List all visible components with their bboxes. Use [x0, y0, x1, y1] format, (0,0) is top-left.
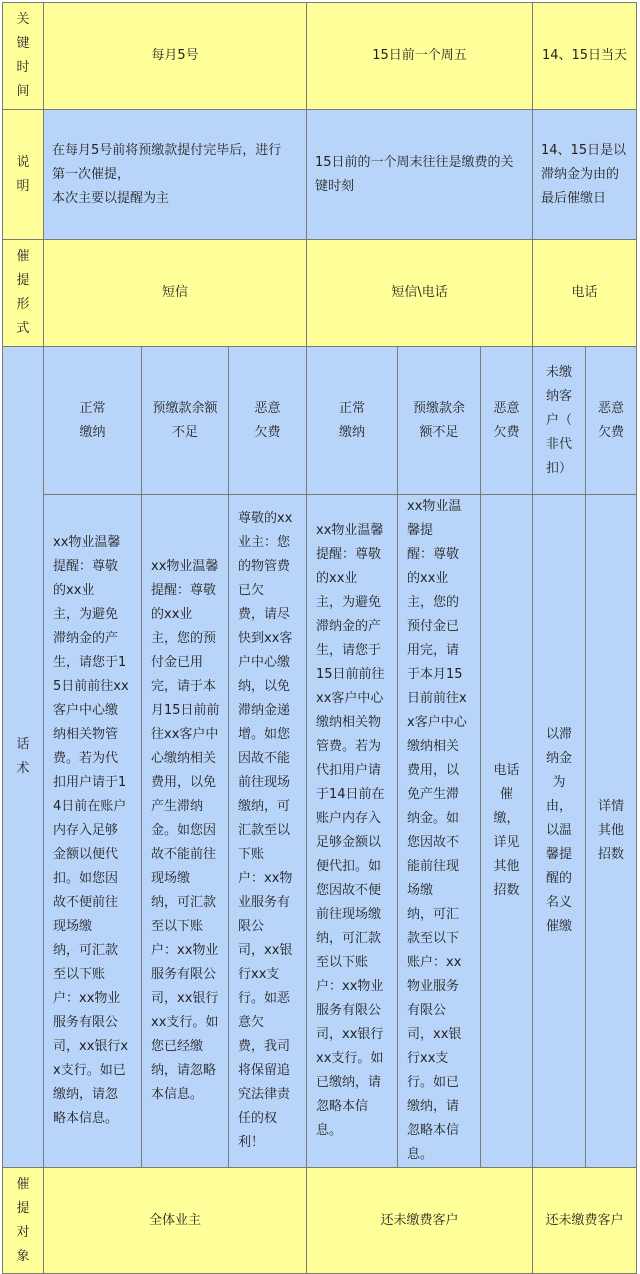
- text-line: 欠费: [254, 424, 281, 440]
- text-line: 场缴: [407, 883, 434, 898]
- text-line: 您因故不: [407, 835, 460, 850]
- text-line: 司，xx银行: [151, 991, 219, 1006]
- text-line: x客户中心: [407, 715, 467, 730]
- text-line: 欠费: [493, 424, 520, 440]
- category-p2-normal: [307, 347, 398, 495]
- text-line: 键: [16, 36, 30, 51]
- reminder-form-phase2: 短信\电话: [307, 240, 533, 347]
- text-line: 其他: [598, 823, 625, 838]
- text-line: 的xx业: [151, 607, 193, 622]
- text-line: 其他: [493, 859, 520, 874]
- text-line: 纳，以免: [238, 679, 291, 694]
- description-phase2: [307, 110, 533, 240]
- text-line: 正常: [338, 400, 365, 416]
- text-line: 额不足: [419, 424, 459, 440]
- text-line: 至以下账: [316, 955, 369, 970]
- text-line: 缴纳相关物: [316, 715, 382, 730]
- header-key-time: [3, 3, 44, 110]
- key-time-phase1: 每月5号: [44, 3, 307, 110]
- script-p3-unpaid: [533, 495, 586, 1168]
- text-line: 象: [16, 1248, 30, 1264]
- text-line: 往xx客户中: [151, 727, 219, 742]
- text-line: 催: [16, 1176, 30, 1192]
- text-line: 故不能前往: [151, 847, 217, 862]
- text-line: 醒的: [546, 871, 573, 886]
- text-line: 提醒：尊敬: [151, 583, 217, 598]
- text-line: 提: [16, 1200, 30, 1216]
- row-description: [3, 110, 637, 240]
- text-line: 的xx业: [316, 571, 358, 586]
- text-line: 恶意: [254, 400, 281, 416]
- text-line: xx物业温馨: [316, 523, 384, 538]
- row-key-time: [3, 3, 637, 110]
- category-p3-unpaid: [533, 347, 586, 495]
- text-line: 馨提: [407, 523, 434, 538]
- text-line: 对: [16, 1224, 30, 1240]
- text-line: 缴纳，可: [238, 799, 291, 814]
- text-line: 纳相关物管: [53, 727, 119, 742]
- text-line: 意欠: [238, 1015, 265, 1030]
- text-line: 详见: [493, 835, 520, 850]
- text-line: 代扣用户请: [316, 763, 382, 778]
- text-line: 户中心缴: [238, 655, 291, 670]
- text-line: 的xx业: [53, 583, 95, 598]
- text-line: 司，xx银: [407, 1027, 462, 1042]
- text-line: 主，您的预: [151, 631, 217, 646]
- text-line: 招数: [493, 883, 520, 898]
- script-p2-malicious: [481, 495, 533, 1168]
- text-line: 因故不能: [238, 751, 291, 766]
- text-line: 说: [16, 154, 30, 170]
- text-line: 行xx支: [238, 967, 280, 982]
- text-line: 略本信息。: [53, 1111, 119, 1126]
- text-line: 详情: [598, 799, 625, 814]
- text-line: 至以下账: [151, 919, 204, 934]
- key-time-phase2: 15日前一个周五: [307, 3, 533, 110]
- text-line: 以温: [546, 823, 573, 838]
- text-line: 费用，以: [407, 763, 460, 778]
- text-line: 前往现场: [238, 775, 291, 790]
- text-line: 费。若为代: [53, 751, 119, 766]
- text-line: 费，请尽: [238, 607, 291, 622]
- text-line: 式: [16, 321, 30, 336]
- target-phase3: 还未缴费客户: [533, 1168, 637, 1274]
- script-p1-normal: [44, 495, 142, 1168]
- text-line: 行xx支: [407, 1051, 449, 1066]
- description-phase2-line: 键时刻: [315, 178, 355, 194]
- text-line: 服务有限公: [316, 1003, 382, 1018]
- text-line: 现场缴: [53, 919, 93, 934]
- text-line: 招数: [598, 847, 625, 862]
- text-line: 费，我司: [238, 1039, 291, 1054]
- category-p2-insufficient: [398, 347, 481, 495]
- text-line: 明: [16, 178, 30, 194]
- text-line: 故不便前往: [53, 895, 119, 910]
- text-line: 由，: [546, 799, 573, 814]
- text-line: 汇款至以: [238, 823, 291, 838]
- text-line: 催: [500, 787, 514, 802]
- description-phase3-line: 最后催缴日: [541, 190, 607, 206]
- text-line: 业服务有: [238, 895, 291, 910]
- text-line: 已缴纳，请: [316, 1075, 382, 1090]
- payment-reminder-table: [2, 2, 637, 1274]
- text-line: 纳金。如: [407, 811, 460, 826]
- text-line: 缴纳: [79, 424, 106, 440]
- header-target: [3, 1168, 44, 1274]
- text-line: 免产生滞: [407, 787, 460, 802]
- text-line: 金。如您因: [151, 823, 217, 838]
- text-line: 生，请您于: [316, 643, 382, 658]
- text-line: 扣）: [546, 460, 573, 476]
- text-line: xx支行。如: [316, 1051, 384, 1066]
- text-line: xx支行。如: [151, 1015, 219, 1030]
- text-line: 户：xx物: [238, 871, 293, 886]
- text-line: 至以下账: [53, 967, 106, 982]
- text-line: 恶意: [598, 400, 625, 416]
- text-line: 主，为避免: [316, 595, 382, 610]
- text-line: 便代扣。如: [316, 859, 382, 874]
- text-line: 任的权: [238, 1111, 278, 1126]
- text-line: xx客户中心: [316, 691, 384, 706]
- text-line: 生，请您于1: [53, 655, 127, 670]
- text-line: 预缴款余: [412, 400, 465, 416]
- text-line: 间: [16, 84, 30, 99]
- text-line: 内存入足够: [53, 823, 119, 838]
- text-line: 前往现场缴: [316, 907, 382, 922]
- description-phase1-line: 本次主要以提醒为主: [52, 190, 170, 206]
- text-line: 滞纳金的产: [53, 631, 119, 646]
- text-line: 纳，请忽略: [151, 1063, 217, 1078]
- text-line: 术: [16, 761, 30, 776]
- text-line: 您已经缴: [151, 1039, 204, 1054]
- text-line: 究法律责: [238, 1087, 291, 1102]
- text-line: 户：xx物业: [316, 979, 384, 994]
- description-phase1: [44, 110, 307, 240]
- text-line: x支行。如已: [53, 1063, 126, 1078]
- text-line: 款至以下: [407, 931, 460, 946]
- text-line: 为: [552, 775, 566, 790]
- text-line: 用完，请: [407, 643, 460, 658]
- text-line: 行。如恶: [238, 991, 291, 1006]
- key-time-phase3: 14、15日当天: [533, 3, 637, 110]
- text-line: 服务有限公: [53, 1015, 119, 1030]
- category-p3-malicious: [586, 347, 637, 495]
- text-line: 费用，以免: [151, 775, 217, 790]
- text-line: 的物管费: [238, 559, 291, 574]
- text-line: 金额以便代: [53, 847, 119, 862]
- text-line: 息。: [316, 1123, 343, 1138]
- script-p2-insufficient: [398, 495, 481, 1168]
- row-script-categories: [3, 347, 637, 495]
- text-line: 主，为避免: [53, 607, 119, 622]
- text-line: 醒：尊敬: [407, 547, 460, 562]
- target-phase1: 全体业主: [44, 1168, 307, 1274]
- category-p1-malicious: [229, 347, 307, 495]
- text-line: 提: [16, 273, 30, 288]
- text-line: 服务有限公: [151, 967, 217, 982]
- text-line: 增。如您: [238, 727, 291, 742]
- text-line: xx物业温馨: [53, 535, 121, 550]
- text-line: 催: [16, 249, 30, 264]
- text-line: 忽略本信: [316, 1099, 369, 1114]
- text-line: 管费。若为: [316, 739, 382, 754]
- text-line: 欠费: [598, 424, 625, 440]
- text-line: 馨提: [546, 847, 573, 862]
- text-line: 现场缴: [151, 871, 191, 886]
- script-p1-insufficient: [142, 495, 229, 1168]
- row-reminder-form: [3, 240, 637, 347]
- text-line: 已欠: [238, 583, 265, 598]
- text-line: 付金已用: [151, 655, 204, 670]
- text-line: 非代: [546, 436, 573, 452]
- text-line: 关: [16, 12, 30, 27]
- text-line: 司，xx银行x: [53, 1039, 129, 1054]
- text-line: 4日前在账户: [53, 799, 127, 814]
- text-line: 恶意: [493, 400, 520, 416]
- text-line: 您因故不便: [316, 883, 382, 898]
- text-line: 行。如已: [407, 1075, 460, 1090]
- text-line: 利！: [238, 1135, 265, 1150]
- description-phase1-line: 在每月5号前将预缴款提付完毕后，进行: [52, 142, 282, 158]
- text-line: 日前前往x: [407, 691, 467, 706]
- text-line: 于本月15: [407, 667, 463, 682]
- text-line: 提醒：尊敬: [316, 547, 382, 562]
- target-phase2: 还未缴费客户: [307, 1168, 533, 1274]
- text-line: 尊敬的xx: [238, 511, 293, 526]
- text-line: 快到xx客: [238, 631, 293, 646]
- text-line: 扣用户请于1: [53, 775, 127, 790]
- text-line: xx物业温馨: [151, 559, 219, 574]
- text-line: 主，您的: [407, 595, 460, 610]
- category-p2-malicious: [481, 347, 533, 495]
- text-line: 司，xx银行: [316, 1027, 384, 1042]
- script-p2-normal: [307, 495, 398, 1168]
- text-line: 时: [16, 60, 30, 75]
- description-phase3-line: 14、15日是以: [541, 142, 627, 158]
- text-line: 纳，可汇款: [316, 931, 382, 946]
- text-line: 纳金: [546, 751, 573, 766]
- header-description: [3, 110, 44, 240]
- category-p1-normal: [44, 347, 142, 495]
- text-line: 正常: [79, 400, 106, 416]
- text-line: 纳，可汇款: [53, 943, 119, 958]
- text-line: 话: [16, 737, 30, 752]
- text-line: 司，xx银: [238, 943, 293, 958]
- row-target: [3, 1168, 637, 1274]
- text-line: 产生滞纳: [151, 799, 204, 814]
- text-line: 缴纳相关: [407, 739, 460, 754]
- text-line: 将保留追: [238, 1063, 291, 1078]
- text-line: 形: [16, 297, 30, 312]
- text-line: 户：xx物业: [151, 943, 219, 958]
- text-line: 不足: [171, 424, 198, 440]
- text-line: 缴纳: [338, 424, 365, 440]
- script-p1-malicious: [229, 495, 307, 1168]
- text-line: 催缴: [546, 919, 573, 934]
- text-line: 物业服务: [407, 979, 460, 994]
- text-line: 息。: [407, 1147, 434, 1162]
- text-line: 缴纳，请忽: [53, 1087, 119, 1102]
- row-script-texts: [3, 495, 637, 1168]
- text-line: 户（: [546, 412, 573, 428]
- text-line: 缴纳，请: [407, 1099, 460, 1114]
- text-line: 忽略本信: [407, 1123, 460, 1138]
- text-line: 缴，: [493, 811, 520, 826]
- text-line: 预缴款余额: [152, 400, 218, 416]
- text-line: 扣。如您因: [53, 871, 119, 886]
- reminder-form-phase3: 电话: [533, 240, 637, 347]
- text-line: 的xx业: [407, 571, 449, 586]
- text-line: 提醒：尊敬: [53, 559, 119, 574]
- text-line: 于14日前在: [316, 787, 385, 802]
- description-phase1-line: 第一次催提，: [52, 166, 131, 182]
- text-line: 名义: [546, 895, 573, 910]
- text-line: 月15日前前: [151, 703, 220, 718]
- text-line: 能前往现: [407, 859, 460, 874]
- text-line: 账户：xx: [407, 955, 462, 970]
- text-line: 完，请于本: [151, 679, 217, 694]
- text-line: 下账: [238, 847, 265, 862]
- text-line: 账户内存入: [316, 811, 382, 826]
- header-script: [3, 347, 44, 1168]
- header-reminder-form: [3, 240, 44, 347]
- category-p1-insufficient: [142, 347, 229, 495]
- text-line: xx物业温: [407, 499, 462, 514]
- text-line: 纳客: [546, 388, 573, 404]
- text-line: 户：xx物业: [53, 991, 121, 1006]
- text-line: 有限公: [407, 1003, 447, 1018]
- text-line: 滞纳金的产: [316, 619, 382, 634]
- text-line: 15日前前往: [316, 667, 385, 682]
- text-line: 滞纳金递: [238, 703, 291, 718]
- description-phase3: [533, 110, 637, 240]
- description-phase3-line: 滞纳金为由的: [541, 166, 620, 182]
- text-line: 纳，可汇: [407, 907, 460, 922]
- text-line: 预付金已: [407, 619, 460, 634]
- text-line: 本信息。: [151, 1087, 204, 1102]
- text-line: 业主：您: [238, 535, 291, 550]
- text-line: 未缴: [546, 364, 573, 380]
- script-p3-malicious: [586, 495, 637, 1168]
- reminder-form-phase1: 短信: [44, 240, 307, 347]
- description-phase2-line: 15日前的一个周末往往是缴费的关: [315, 154, 514, 170]
- text-line: 纳，可汇款: [151, 895, 217, 910]
- text-line: 电话: [493, 763, 520, 778]
- text-line: 客户中心缴: [53, 703, 119, 718]
- text-line: 5日前前往xx: [53, 679, 129, 694]
- text-line: 心缴纳相关: [151, 751, 217, 766]
- text-line: 以滞: [546, 727, 573, 742]
- text-line: 足够金额以: [316, 835, 382, 850]
- text-line: 限公: [238, 919, 265, 934]
